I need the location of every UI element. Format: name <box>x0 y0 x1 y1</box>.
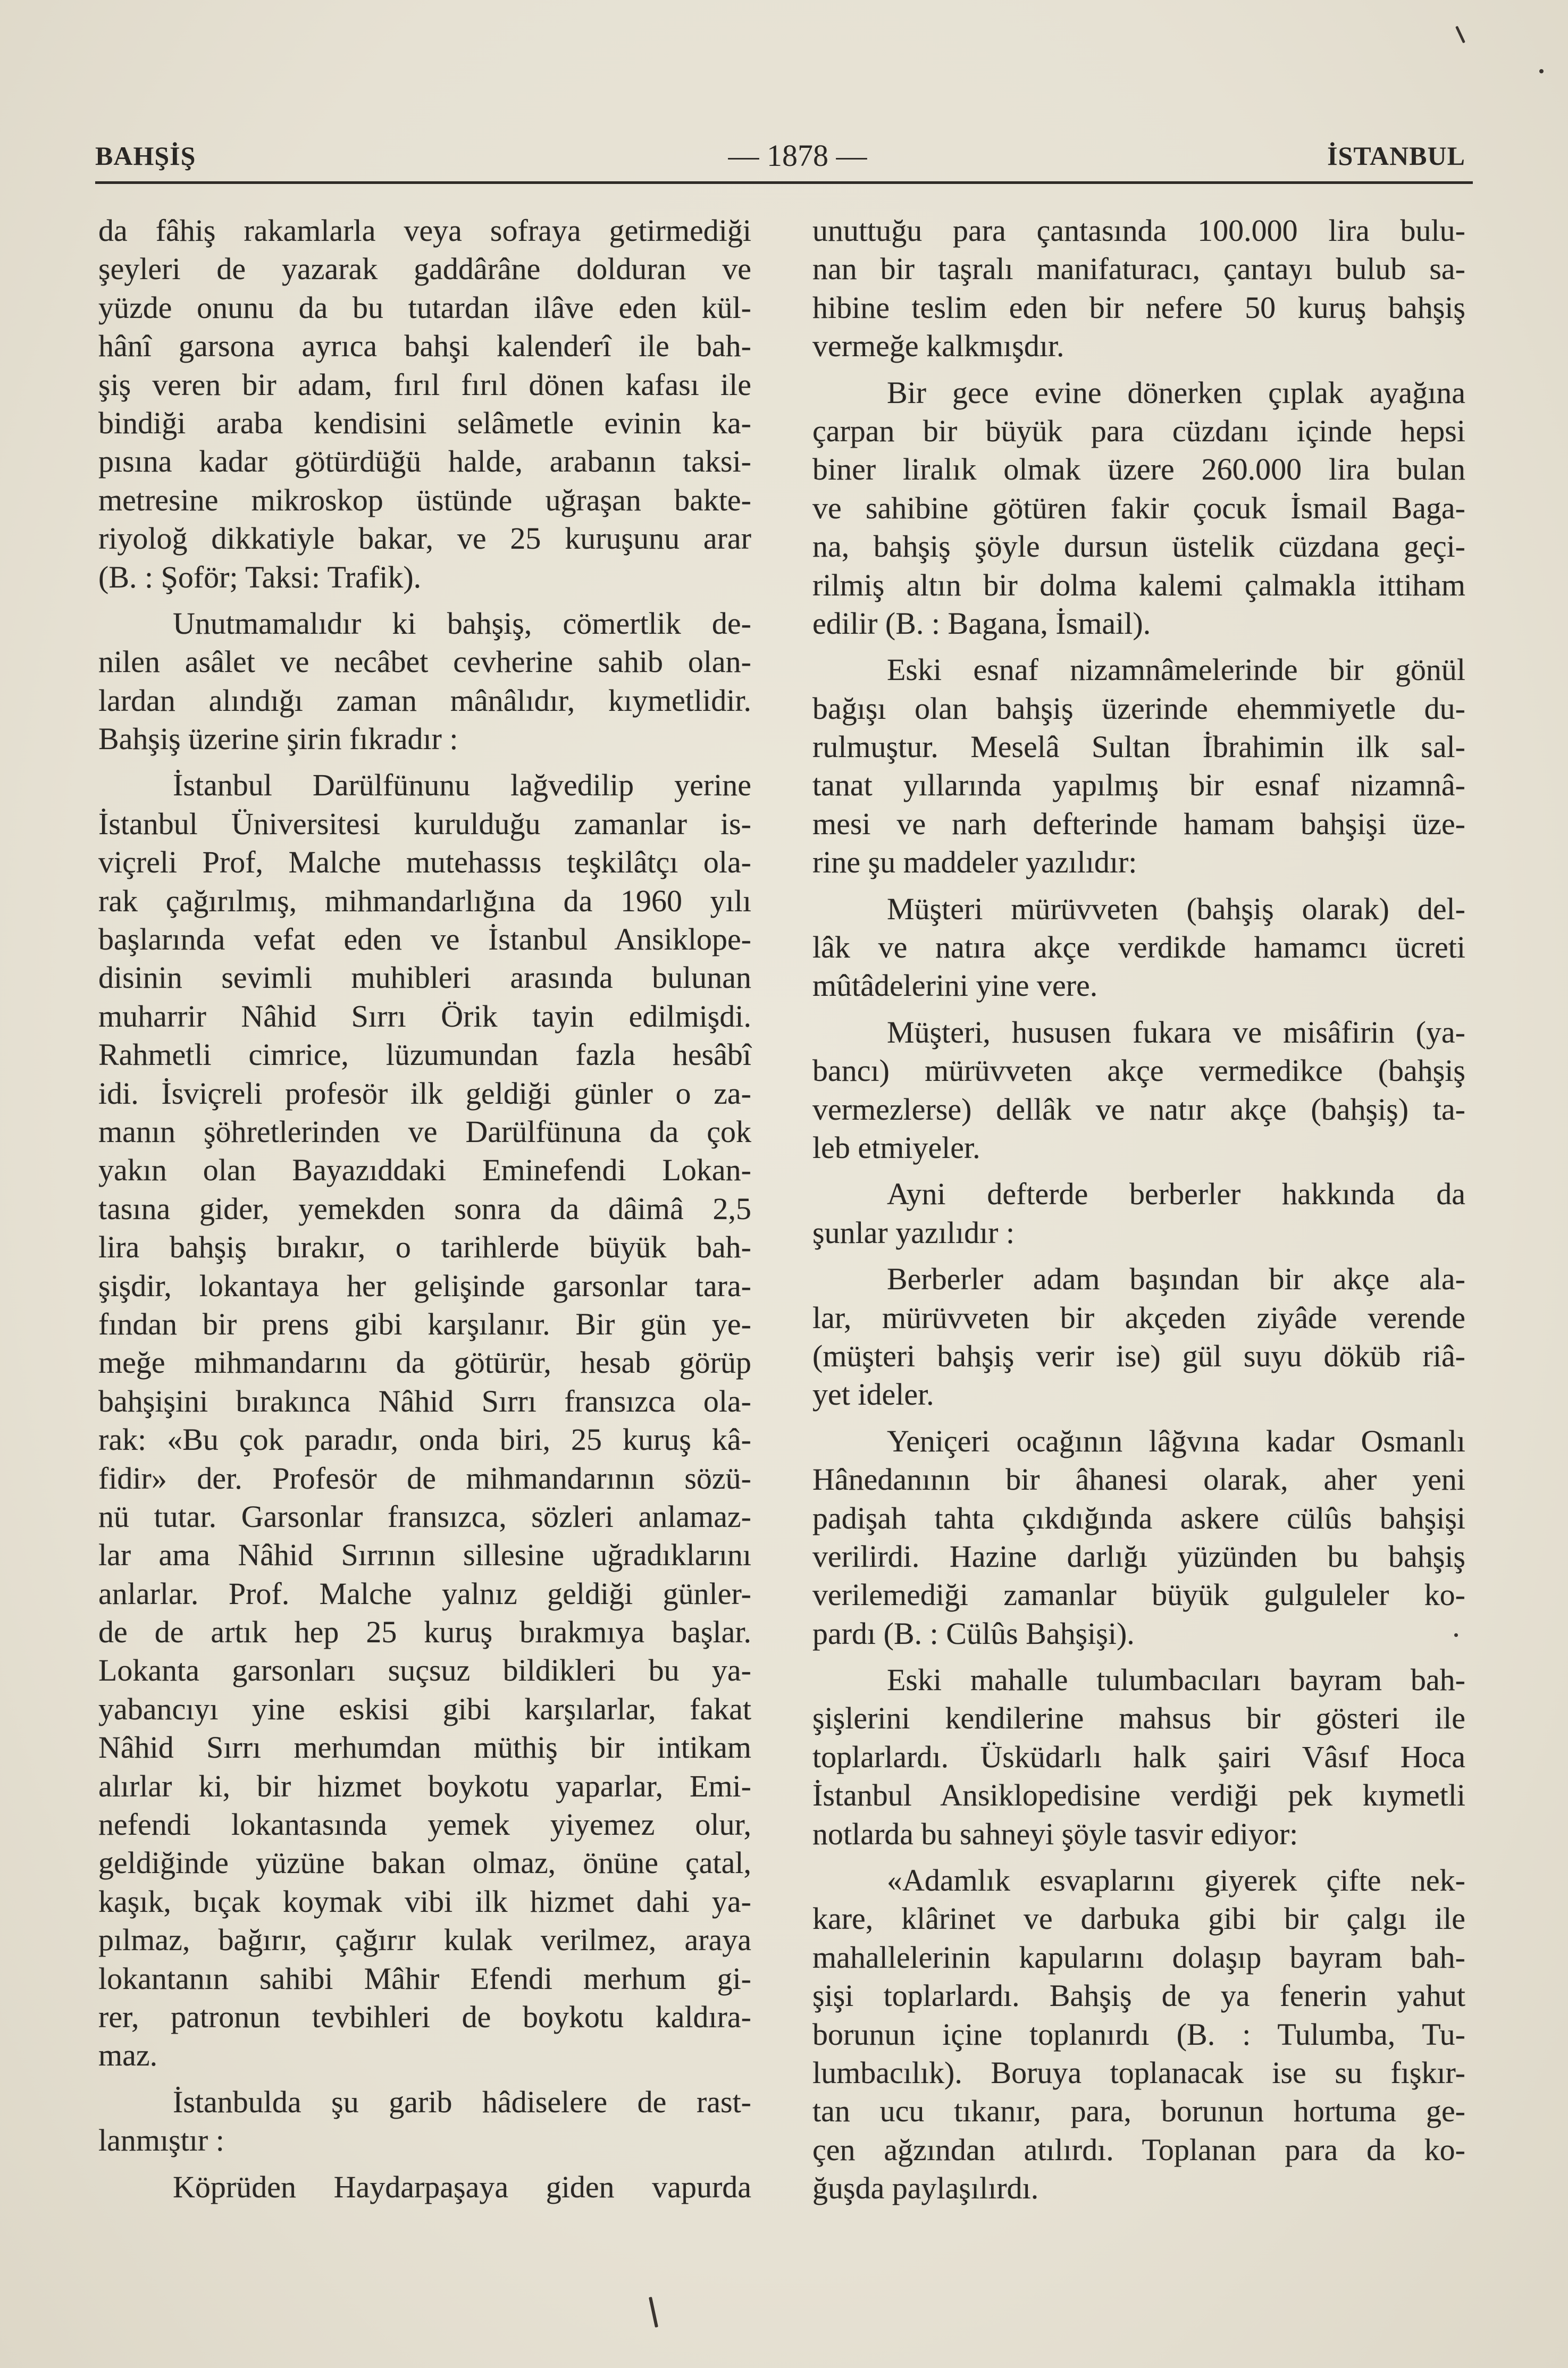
text-line: Eski mahalle tulumbacıları bayram bah- <box>887 1662 1465 1698</box>
text-line: na, bahşiş şöyle dursun üstelik cüzdana geçi- <box>812 529 1465 564</box>
text-line: metresine mikroskop üstünde uğraşan bakte- <box>98 482 751 517</box>
text-line: lardan alındığı zaman mânâlıdır, kıymetlidir. <box>98 683 751 718</box>
text-line: lumbacılık). Boruya toplanacak ise su fışkır- <box>812 2055 1465 2090</box>
text-line: alırlar ki, bir hizmet boykotu yaparlar, Emi- <box>98 1768 751 1803</box>
text-line: İstanbul Darülfünunu lağvedilip yerine <box>173 768 751 803</box>
text-line: Ayni defterde berberler hakkında da <box>887 1177 1465 1212</box>
paragraph <box>812 1422 1465 1653</box>
text-line: çarpan bir büyük para cüzdanı içinde hepsi <box>812 413 1465 448</box>
text-line: şişlerini kendilerine mahsus bir gösteri ile <box>812 1701 1465 1736</box>
paragraph <box>98 604 751 759</box>
text-line: (müşteri bahşiş verir ise) gül suyu döküb riâ- <box>812 1338 1465 1373</box>
text-line: şiş veren bir adam, fırıl fırıl dönen kafası ile <box>98 367 751 402</box>
text-line: toplarlardı. Üsküdarlı halk şairi Vâsıf Hoca <box>812 1739 1465 1774</box>
text-line: şişdir, lokantaya her gelişinde garsonlar tara- <box>98 1268 751 1303</box>
text-line: ğuşda paylaşılırdı. <box>812 2171 1039 2206</box>
paragraph <box>812 1013 1465 1168</box>
text-line: Köprüden Haydarpaşaya giden vapurda <box>173 2169 751 2204</box>
text-line: pardı (B. : Cülûs Bahşişi). <box>812 1616 1135 1651</box>
text-line: kaşık, bıçak koymak vibi ilk hizmet dahi ya- <box>98 1884 751 1919</box>
text-line: bindiği araba kendisini selâmetle evinin ka- <box>98 405 751 440</box>
text-line: Müşteri, hususen fukara ve misâfirin (ya- <box>887 1014 1465 1049</box>
text-line: çen ağzından atılırdı. Toplanan para da ko- <box>812 2132 1465 2167</box>
text-line: tasına gider, yemekden sonra da dâimâ 2,5 <box>98 1191 751 1226</box>
text-line: rine şu maddeler yazılıdır: <box>812 845 1137 880</box>
text-line: nü tutar. Garsonlar fransızca, sözleri anlamaz- <box>98 1499 751 1534</box>
text-line: verilemediği zamanlar büyük gulguleler ko- <box>812 1577 1465 1613</box>
text-line: rulmuştur. Meselâ Sultan İbrahimin ilk sal- <box>812 729 1465 765</box>
text-line: tan ucu tıkanır, para, borunun hortuma ge- <box>812 2094 1465 2129</box>
text-line: lokantanın sahibi Mâhir Efendi merhum gi- <box>98 1961 751 1996</box>
text-line: Rahmetli cimrice, lüzumundan fazla hesâbî <box>98 1037 751 1072</box>
paragraph <box>812 1661 1465 1853</box>
paragraph <box>812 1260 1465 1414</box>
text-line: edilir (B. : Bagana, İsmail). <box>812 606 1151 641</box>
text-line: İstanbul Üniversitesi kurulduğu zamanlar is- <box>98 806 751 841</box>
paragraph <box>812 212 1465 366</box>
page-number: — 1878 — <box>728 138 867 173</box>
text-line: muharrir Nâhid Sırrı Örik tayin edilmişdi. <box>98 998 751 1034</box>
text-line: idi. İsviçreli profesör ilk geldiği günler o za- <box>98 1076 751 1111</box>
text-line: şunlar yazılıdır : <box>812 1215 1015 1250</box>
text-line: lar ama Nâhid Sırrının sillesine uğradıklarını <box>98 1538 751 1573</box>
text-line: biner liralık olmak üzere 260.000 lira bulan <box>812 452 1465 487</box>
text-line: tanat yıllarında yapılmış bir esnaf nizamnâ- <box>812 768 1465 803</box>
text-line: «Adamlık esvaplarını giyerek çifte nek- <box>887 1863 1465 1898</box>
text-line: (B. : Şoför; Taksi: Trafik). <box>98 559 422 594</box>
text-line: nan bir taşralı manifaturacı, çantayı bulub sa- <box>812 251 1465 287</box>
text-line: disinin sevimli muhibleri arasında bulunan <box>98 960 751 995</box>
text-line: başlarında vefat eden ve İstanbul Ansiklope- <box>98 922 751 957</box>
text-line: rer, patronun tevbihleri de boykotu kaldıra- <box>98 1999 751 2034</box>
text-line: bancı) mürüvveten akçe vermedikce (bahşiş <box>812 1053 1465 1088</box>
scan-mark <box>649 2297 658 2328</box>
text-line: viçreli Prof, Malche mutehassıs teşkilâtçı ola- <box>98 845 751 880</box>
text-line: verilirdi. Hazine darlığı yüzünden bu bahşiş <box>812 1539 1465 1574</box>
scan-speck <box>1539 69 1544 73</box>
text-line: padişah tahta çıkdığında askere cülûs bahşişi <box>812 1500 1465 1535</box>
text-line: Bahşiş üzerine şirin fıkradır : <box>98 721 458 757</box>
text-line: lanmıştır : <box>98 2123 224 2158</box>
text-line: leb etmiyeler. <box>812 1130 980 1165</box>
text-line: İstanbulda şu garib hâdiselere de rast- <box>173 2084 751 2119</box>
paragraph <box>812 890 1465 1005</box>
scan-speck <box>1454 1633 1458 1637</box>
text-line: anlarlar. Prof. Malche yalnız geldiği günler- <box>98 1576 751 1611</box>
paragraph <box>98 212 751 597</box>
text-line: mahallelerinin kapularını dolaşıp bayram bah- <box>812 1939 1465 1975</box>
text-line: hibine teslim eden bir nefere 50 kuruş bahşiş <box>812 290 1465 325</box>
text-line: vermeğe kalkmışdır. <box>812 329 1064 364</box>
text-line: vermezlerse) dellâk ve natır akçe (bahşiş) ta- <box>812 1091 1465 1127</box>
text-line: ve sahibine götüren fakir çocuk İsmail Baga- <box>812 490 1465 525</box>
text-line: notlarda bu sahneyi şöyle tasvir ediyor: <box>812 1816 1298 1851</box>
text-line: bahşişini bırakınca Nâhid Sırrı fransızca ola- <box>98 1383 751 1418</box>
text-line: İstanbul Ansiklopedisine verdiği pek kıymetli <box>812 1778 1465 1813</box>
text-line: hânî garsona ayrıca bahşi kalenderî ile bah- <box>98 329 751 364</box>
text-line: manın şöhretlerinden ve Darülfünuna da çok <box>98 1114 751 1149</box>
text-line: kare, klârinet ve darbuka gibi bir çalgı ile <box>812 1901 1465 1936</box>
text-line: yüzde onunu da bu tutardan ilâve eden kül- <box>98 290 751 325</box>
text-line: fidir» der. Profesör de mihmandarının sözü- <box>98 1460 751 1496</box>
text-line: şişi toplarlardı. Bahşiş de ya fenerin yahut <box>812 1978 1465 2013</box>
text-line: yakın olan Bayazıddaki Eminefendi Lokan- <box>98 1153 751 1188</box>
left-column <box>98 212 751 2206</box>
paragraph <box>812 651 1465 881</box>
text-line: unuttuğu para çantasında 100.000 lira bulu- <box>812 213 1465 248</box>
text-line: Hânedanının bir âhanesi olarak, aher yeni <box>812 1462 1465 1497</box>
paragraph <box>812 1175 1465 1252</box>
running-head-entry: BAHŞİŞ <box>95 141 196 171</box>
text-line: Nâhid Sırrı merhumdan müthiş bir intikam <box>98 1730 751 1765</box>
text-line: yabancıyı yine eskisi gibi karşılarlar, fakat <box>98 1691 751 1726</box>
running-head-volume: İSTANBUL <box>1327 141 1465 171</box>
text-line: nilen asâlet ve necâbet cevherine sahib olan- <box>98 644 751 679</box>
text-line: de de artık hep 25 kuruş bırakmıya başlar. <box>98 1615 751 1650</box>
header-rule <box>95 181 1473 184</box>
text-line: meğe mihmandarını da götürür, hesab görüp <box>98 1345 751 1380</box>
text-line: rak çağırılmış, mihmandarlığına da 1960 yılı <box>98 883 751 918</box>
paragraph <box>98 2083 751 2160</box>
text-line: pılmaz, bağırır, çağırır kulak verilmez, araya <box>98 1922 751 1958</box>
text-line: nefendi lokantasında yemek yiyemez olur, <box>98 1807 751 1842</box>
text-line: Bir gece evine dönerken çıplak ayağına <box>887 375 1465 410</box>
paragraph <box>812 1861 1465 2208</box>
text-line: lâk ve natıra akçe verdikde hamamcı ücreti <box>812 930 1465 965</box>
text-line: mûtâdelerini yine vere. <box>812 968 1098 1003</box>
scan-mark <box>1455 26 1465 44</box>
text-line: geldiğinde yüzüne bakan olmaz, önüne çatal, <box>98 1845 751 1880</box>
text-line: lira bahşiş bırakır, o tarihlerde büyük bah- <box>98 1230 751 1265</box>
text-line: mesi ve narh defterinde hamam bahşişi üze- <box>812 806 1465 841</box>
paragraph <box>98 2168 751 2206</box>
text-line: fından bir prens gibi karşılanır. Bir gün ye- <box>98 1306 751 1341</box>
text-line: Unutmamalıdır ki bahşiş, cömertlik de- <box>173 606 751 641</box>
right-column <box>812 212 1465 2208</box>
text-line: riyoloğ dikkatiyle bakar, ve 25 kuruşunu arar <box>98 521 751 556</box>
text-line: Berberler adam başından bir akçe ala- <box>887 1262 1465 1297</box>
text-line: yet ideler. <box>812 1377 934 1412</box>
text-line: Müşteri mürüvveten (bahşiş olarak) del- <box>887 891 1465 926</box>
paragraph <box>98 766 751 2075</box>
text-line: şeyleri de yazarak gaddârâne dolduran ve <box>98 251 751 287</box>
text-line: lar, mürüvveten bir akçeden ziyâde verende <box>812 1300 1465 1335</box>
text-line: maz. <box>98 2038 158 2073</box>
text-line: Eski esnaf nizamnâmelerinde bir gönül <box>887 652 1465 687</box>
text-line: borunun içine toplanırdı (B. : Tulumba, Tu- <box>812 2017 1465 2052</box>
text-line: Yeniçeri ocağının lâğvına kadar Osmanlı <box>887 1423 1465 1458</box>
text-line: Lokanta garsonları suçsuz bildikleri bu ya- <box>98 1653 751 1688</box>
paragraph <box>812 374 1465 643</box>
text-line: pısına kadar götürdüğü halde, arabanın taksi- <box>98 444 751 479</box>
text-line: da fâhiş rakamlarla veya sofraya getirmediği <box>98 213 751 248</box>
text-line: bağışı olan bahşiş üzerinde ehemmiyetle du- <box>812 691 1465 726</box>
text-line: rilmiş altın bir dolma kalemi çalmakla ittiham <box>812 567 1465 602</box>
text-line: rak: «Bu çok paradır, onda biri, 25 kuruş kâ- <box>98 1422 751 1457</box>
